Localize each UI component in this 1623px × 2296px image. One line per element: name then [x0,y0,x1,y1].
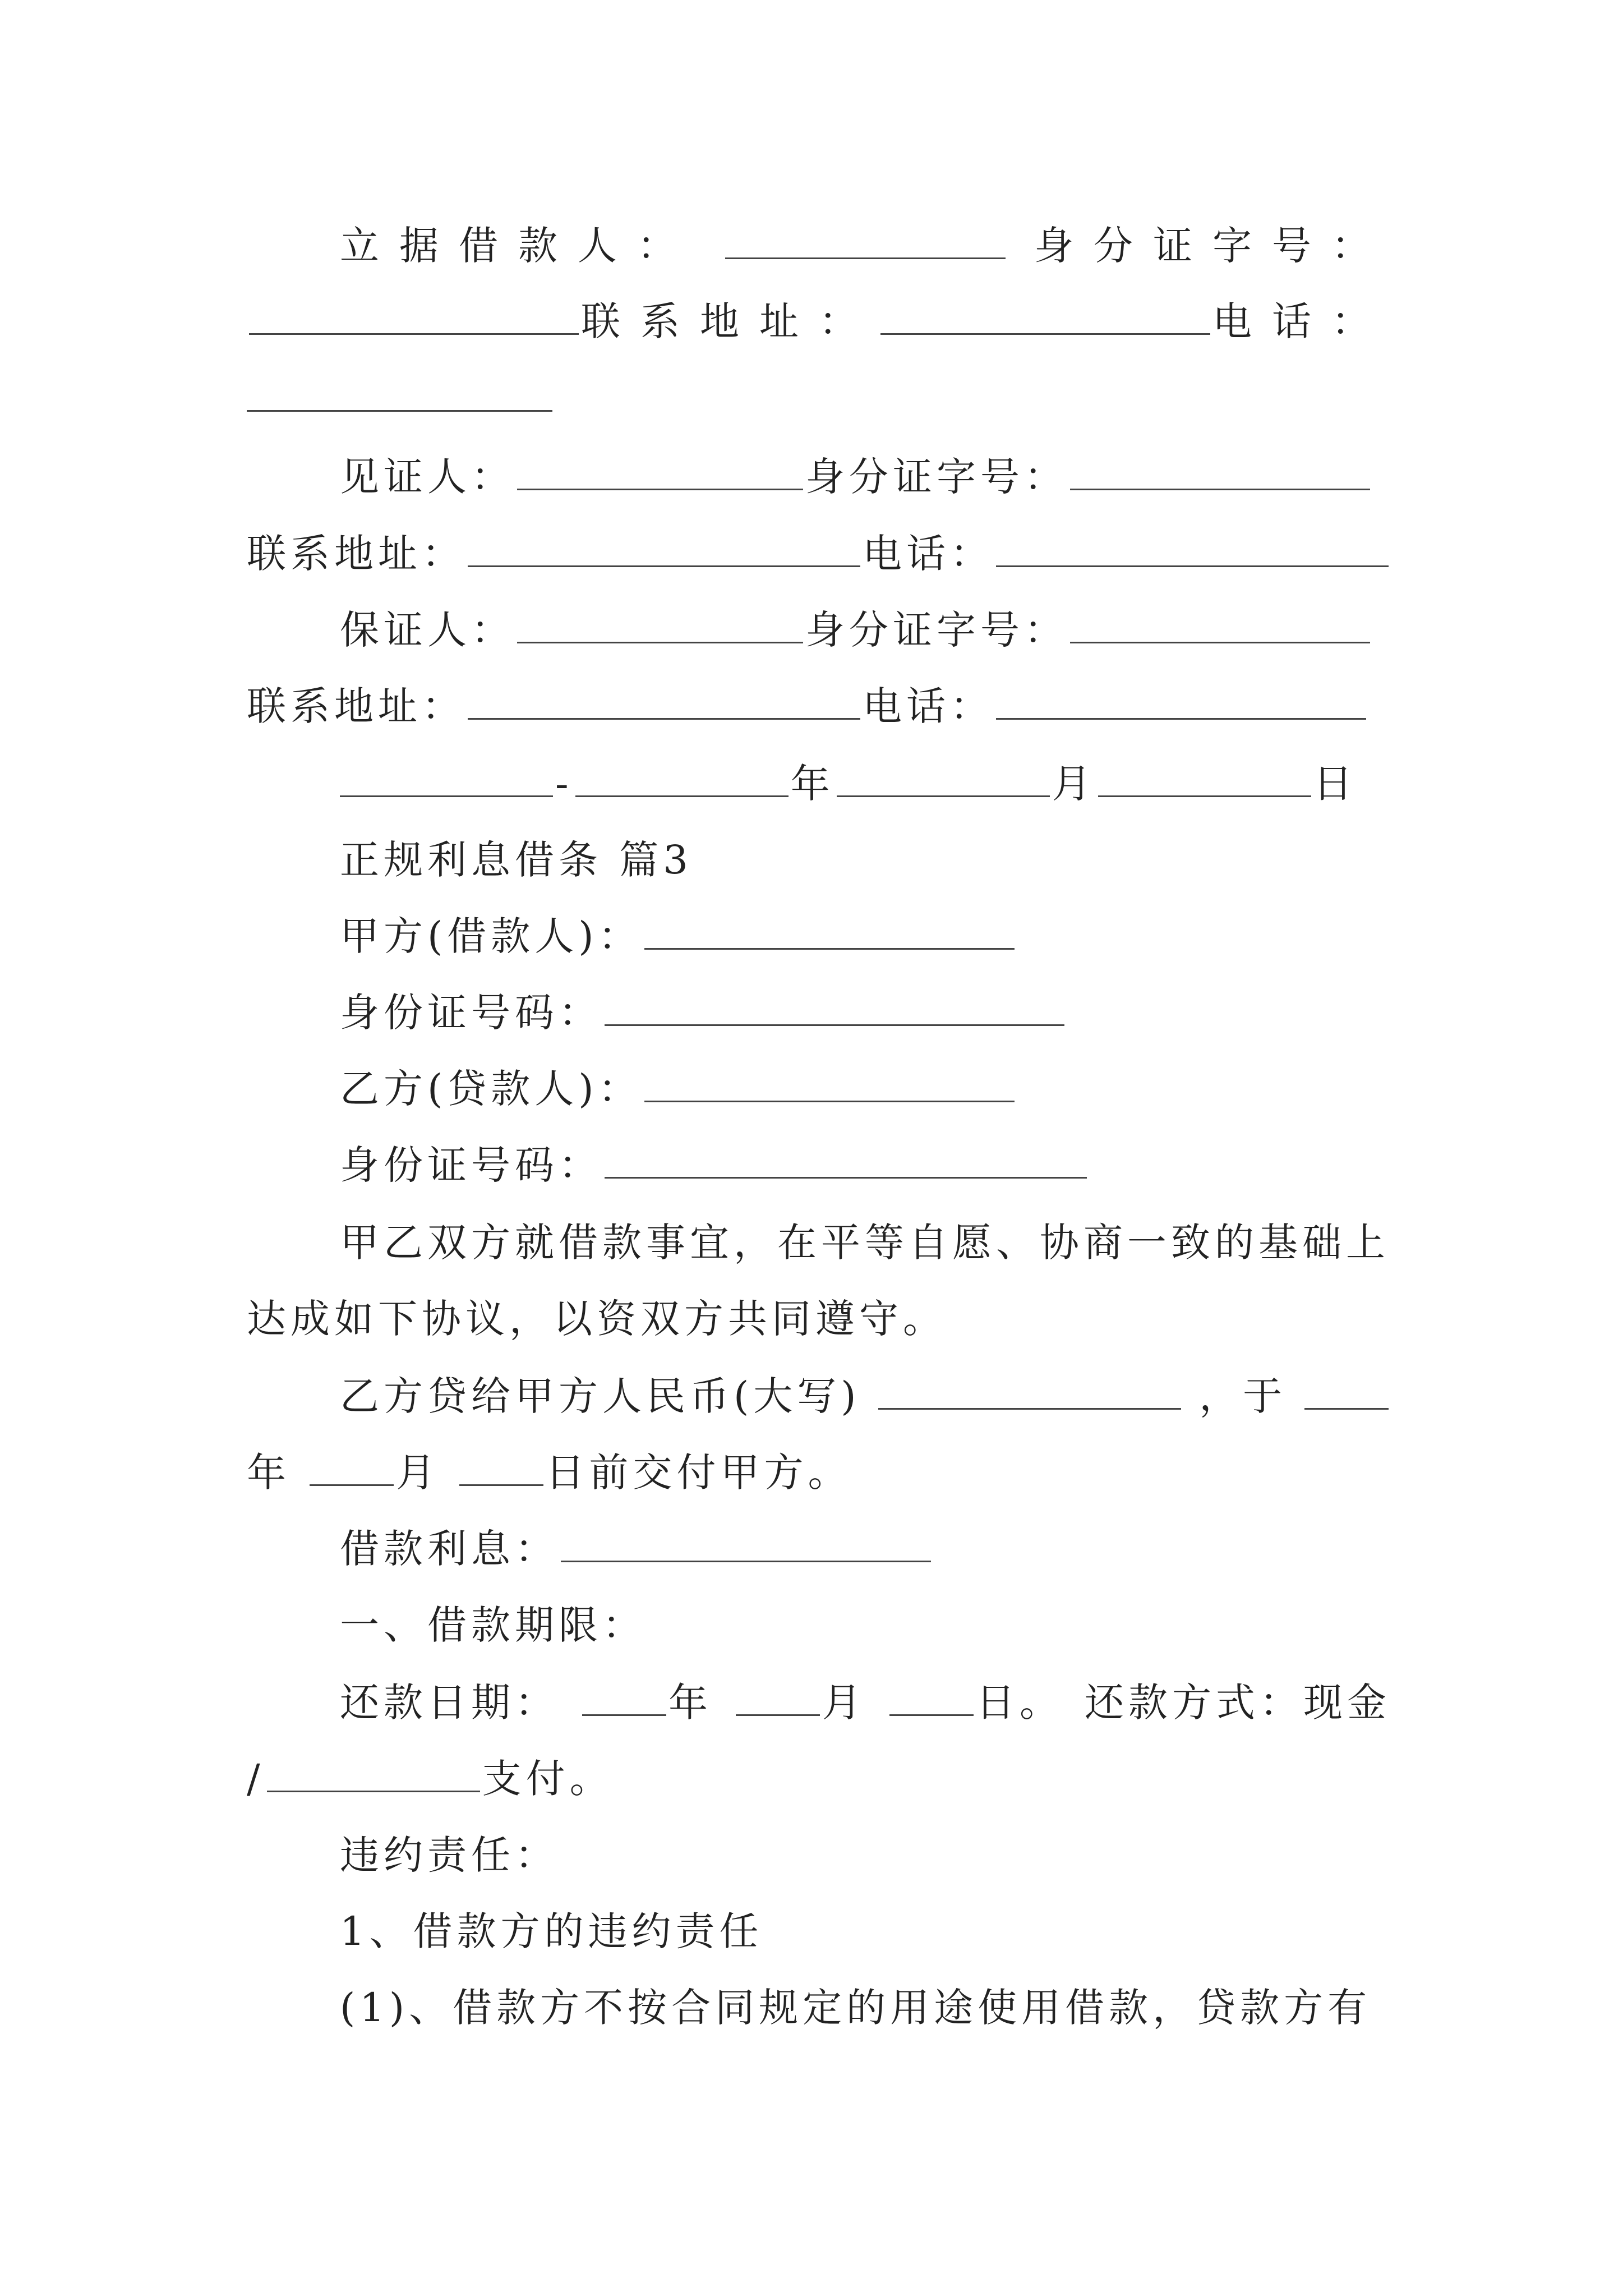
party-b-label: 乙方(贷款人)： [340,1066,642,1112]
month-blank[interactable] [837,758,1050,797]
witness-name-blank[interactable] [517,452,803,490]
delivery-month-blank[interactable] [310,1447,394,1486]
borrower-liability-text: 1、借款方的违约责任 [340,1908,763,1954]
party-a-blank[interactable] [644,911,1015,950]
loan-amount-line [340,1365,1391,1427]
interest-blank[interactable] [561,1524,931,1562]
witness-address-blank[interactable] [468,528,860,567]
year-blank[interactable] [575,758,789,797]
guarantor-line [340,599,1391,661]
delivery-year-blank[interactable] [1304,1371,1389,1410]
repayment-date-line [340,1672,1391,1733]
witness-address-label: 联系地址： [247,531,465,577]
date-prefix-blank[interactable] [340,758,553,797]
witness-phone-blank[interactable] [996,528,1389,567]
repay-year-label: 年 [668,1680,712,1726]
year-label: 年 [790,761,834,807]
payment-method-line [247,1748,1391,1810]
delivery-label: ，于 [1199,1373,1287,1419]
day-label: 日 [1313,761,1357,807]
interest-line [340,1518,1391,1580]
borrower-contact-line [247,291,1391,352]
delivery-year-label: 年 [247,1450,291,1496]
delivery-day-label: 日前交付甲方。 [545,1450,852,1496]
borrower-liability-heading [340,1901,1391,1962]
party-b-id-line [340,1134,1391,1196]
month-label: 月 [1052,761,1096,807]
delivery-date-line [247,1442,1391,1503]
witness-label: 见证人： [340,454,515,500]
party-b-id-label: 身份证号码： [340,1142,602,1188]
loan-amount-blank[interactable] [878,1371,1181,1410]
slash: / [247,1756,265,1802]
repay-month-label: 月 [822,1680,866,1726]
repayment-date-label: 还款日期： [340,1680,559,1726]
agreement-text-1: 甲乙双方就借款事宜，在平等自愿、协商一致的基础上 [340,1220,1390,1266]
borrower-phone-blank[interactable] [247,373,552,412]
liability-heading [340,1824,1391,1886]
party-b-blank[interactable] [644,1064,1015,1102]
borrower-label: 立据借款人： [340,223,697,269]
borrower-address-blank[interactable] [880,296,1210,335]
phone-label: 电话： [1212,298,1391,344]
witness-phone-label: 电话： [863,531,994,577]
repay-day-label: 日。 [976,1680,1063,1726]
guarantor-id-blank[interactable] [1070,605,1370,643]
agreement-paragraph-line-1 [340,1212,1391,1273]
guarantor-id-label: 身分证字号： [805,607,1068,653]
id-number-label: 身分证字号： [1034,223,1391,269]
party-a-id-line [340,982,1391,1043]
repay-day-blank[interactable] [889,1677,974,1716]
borrower-name-blank[interactable] [725,220,1006,259]
witness-id-blank[interactable] [1070,452,1370,490]
delivery-day-blank[interactable] [459,1447,543,1486]
witness-line [340,446,1391,508]
party-b-line [340,1058,1391,1120]
section-title-text: 正规利息借条 篇3 [340,837,693,883]
party-a-label: 甲方(借款人)： [340,913,642,959]
date-dash: - [555,761,573,807]
guarantor-address-blank[interactable] [468,681,860,720]
borrower-phone-line [247,367,1391,429]
witness-id-label: 身分证字号： [805,454,1068,500]
term-heading [340,1594,1391,1656]
payment-suffix: 支付。 [482,1756,614,1802]
date-line [340,753,1391,815]
party-b-id-blank[interactable] [605,1140,1087,1179]
party-a-id-label: 身份证号码： [340,990,602,1036]
address-label: 联系地址： [581,298,878,344]
guarantor-label: 保证人： [340,607,515,653]
borrower-line [340,215,1391,277]
interest-label: 借款利息： [340,1526,559,1572]
witness-contact-line [247,523,1391,585]
guarantor-contact-line [247,675,1391,737]
repayment-method-label: 还款方式：现金 [1085,1680,1391,1726]
delivery-month-label: 月 [396,1450,440,1496]
clause-1-line [340,1977,1391,2039]
repay-year-blank[interactable] [582,1677,666,1716]
repay-month-blank[interactable] [736,1677,820,1716]
party-a-line [340,905,1391,967]
agreement-text-2: 达成如下协议，以资双方共同遵守。 [247,1296,947,1342]
guarantor-phone-label: 电话： [863,683,994,729]
section-title [340,829,1391,891]
party-a-id-blank[interactable] [605,987,1064,1026]
agreement-paragraph-line-2 [247,1288,1391,1350]
payment-method-blank[interactable] [267,1754,480,1792]
term-heading-text: 一、借款期限： [340,1602,646,1648]
day-blank[interactable] [1098,758,1311,797]
guarantor-phone-blank[interactable] [996,681,1366,720]
liability-heading-text: 违约责任： [340,1832,559,1878]
borrower-id-blank[interactable] [249,296,579,335]
loan-amount-label: 乙方贷给甲方人民币(大写) [340,1373,861,1419]
guarantor-name-blank[interactable] [517,605,803,643]
clause-1-text: (1)、借款方不按合同规定的用途使用借款，贷款方有 [340,1985,1372,2031]
guarantor-address-label: 联系地址： [247,683,465,729]
